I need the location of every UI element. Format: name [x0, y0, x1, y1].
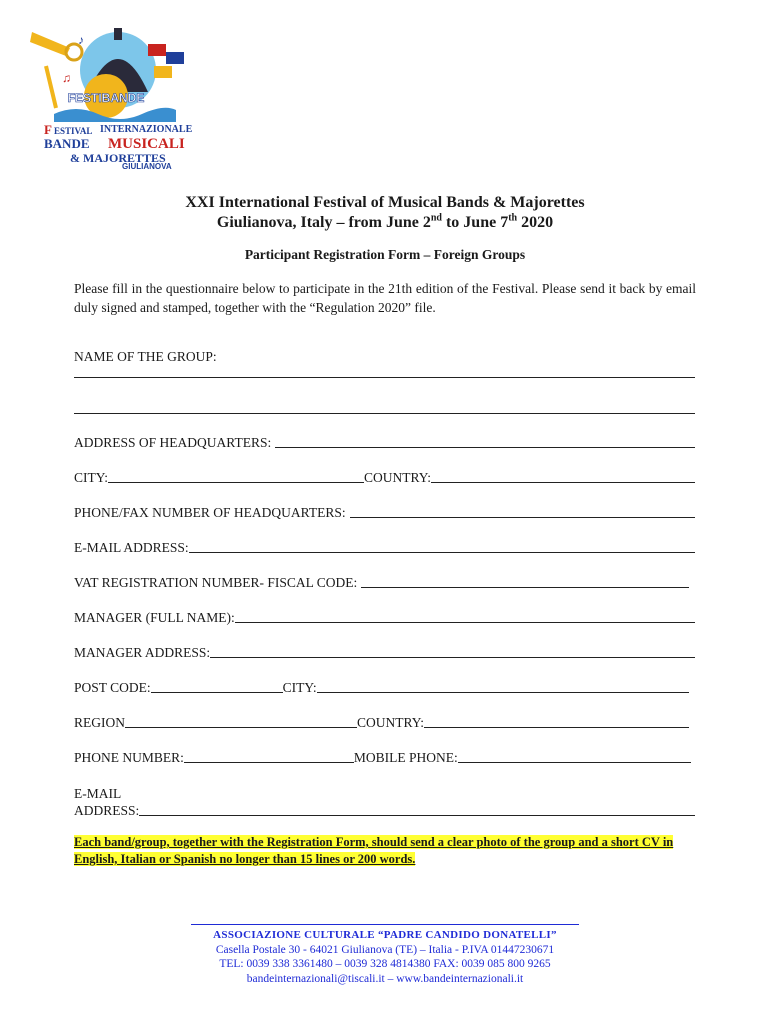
music-note-icon: ♫ — [62, 71, 71, 85]
region-label: REGION — [74, 715, 125, 730]
address-hq-line[interactable] — [275, 446, 695, 448]
footer-address: Casella Postale 30 - 64021 Giulianova (TE) – Italia - P.IVA 01447230671 — [215, 943, 555, 956]
title-line-2-part-c: 2020 — [517, 214, 554, 231]
manager-address-label: MANAGER ADDRESS: — [74, 645, 211, 660]
region-country-field[interactable] — [74, 713, 695, 731]
region-line[interactable] — [125, 726, 357, 728]
logo-flag — [148, 44, 166, 56]
phone-fax-hq-field[interactable] — [74, 503, 695, 521]
trumpet-icon — [30, 32, 70, 56]
city2-line[interactable] — [317, 691, 689, 693]
intro-paragraph: Please fill in the questionnaire below to participate in the 21th edition of the Festival. Please send it back by email duly signed and stamped, together with the “Regulation 2020” file. — [74, 281, 696, 315]
logo-text-estival: ESTIVAL — [54, 126, 93, 136]
mobile-phone-line[interactable] — [458, 761, 691, 763]
form-subtitle: Participant Registration Form – Foreign Groups — [244, 247, 526, 262]
footer — [0, 924, 770, 986]
manager-address-line[interactable] — [210, 656, 695, 658]
logo-text-majorettes: & MAJORETTES — [70, 151, 166, 165]
logo-flag — [154, 66, 172, 78]
address-hq-label: ADDRESS OF HEADQUARTERS: — [74, 435, 272, 450]
logo-text-f: F — [44, 122, 52, 137]
title-line-1: XXI International Festival of Musical Bands & Majorettes — [185, 194, 585, 211]
email-address-field[interactable] — [74, 538, 695, 556]
footer-divider — [191, 924, 579, 925]
group-name-field[interactable] — [74, 347, 695, 365]
vat-label: VAT REGISTRATION NUMBER- FISCAL CODE: — [74, 575, 358, 590]
manager-name-label: MANAGER (FULL NAME): — [74, 610, 235, 625]
logo-text-giulianova: GIULIANOVA — [122, 162, 172, 170]
vat-field[interactable] — [74, 573, 695, 591]
vat-line[interactable] — [361, 586, 689, 588]
footer-phones: TEL: 0039 338 3361480 – 0039 328 4814380 FAX: 0039 085 800 9265 — [219, 958, 551, 970]
group-name-label: NAME OF THE GROUP: — [74, 349, 217, 364]
email2-label-line-2: ADDRESS: — [74, 803, 140, 818]
logo-banner-text: FESTIBANDE — [67, 91, 145, 105]
city-label: CITY: — [74, 470, 109, 485]
post-code-line[interactable] — [151, 691, 283, 693]
country2-label: COUNTRY: — [357, 715, 425, 730]
city-line[interactable] — [108, 481, 364, 483]
phone-fax-hq-label: PHONE/FAX NUMBER OF HEADQUARTERS: — [74, 505, 346, 520]
logo-lantern — [114, 28, 122, 40]
saxophone-icon — [46, 66, 56, 108]
logo-text-internazionale: INTERNAZIONALE — [100, 124, 193, 135]
logo-text-musicali: MUSICALI — [108, 136, 185, 152]
email2-label-line-1: E-MAIL — [74, 786, 122, 801]
page-title — [0, 193, 770, 233]
email-address-line[interactable] — [189, 551, 695, 553]
title-line-2-part-a: Giulianova, Italy – from June 2 — [216, 214, 431, 231]
title-line-2 — [0, 213, 770, 233]
manager-name-line[interactable] — [235, 621, 695, 623]
manager-name-field[interactable] — [74, 608, 695, 626]
email2-line[interactable] — [139, 815, 695, 816]
phone-number-line[interactable] — [184, 761, 354, 763]
country2-line[interactable] — [424, 726, 689, 728]
country-line[interactable] — [431, 481, 695, 483]
post-code-label: POST CODE: — [74, 680, 151, 695]
phone-mobile-field[interactable] — [74, 748, 695, 766]
email2-field[interactable] — [74, 785, 695, 819]
footer-org-name: ASSOCIAZIONE CULTURALE “PADRE CANDIDO DONATELLI” — [213, 929, 557, 941]
postcode-city-field[interactable] — [74, 678, 695, 696]
city2-label: CITY: — [282, 680, 317, 695]
phone-number-label: PHONE NUMBER: — [74, 750, 184, 765]
email-address-label: E-MAIL ADDRESS: — [74, 540, 189, 555]
manager-address-field[interactable] — [74, 643, 695, 661]
city-country-field[interactable] — [74, 468, 695, 486]
photo-cv-notice-text: Each band/group, together with the Registration Form, should send a clear photo of the group and a short CV in English, Italian or Spanish no longer than 15 lines or 200 words. — [74, 835, 674, 866]
title-sup-nd: nd — [430, 212, 442, 224]
music-note-icon: ♪ — [78, 33, 84, 47]
logo-flag — [166, 52, 184, 64]
phone-fax-hq-line[interactable] — [350, 516, 695, 518]
photo-cv-notice — [74, 834, 694, 868]
mobile-phone-label: MOBILE PHONE: — [353, 750, 458, 765]
address-hq-field[interactable] — [74, 433, 695, 451]
title-line-2-part-b: to June 7 — [441, 214, 509, 231]
footer-web: bandeinternazionali@tiscali.it – www.bandeinternazionali.it — [246, 972, 524, 985]
country-label: COUNTRY: — [364, 470, 432, 485]
title-sup-th: th — [508, 212, 518, 224]
festival-logo — [26, 22, 194, 170]
group-name-line-2[interactable] — [74, 413, 695, 414]
group-name-line-1[interactable] — [74, 377, 695, 378]
logo-text-bande: BANDE — [44, 136, 90, 151]
